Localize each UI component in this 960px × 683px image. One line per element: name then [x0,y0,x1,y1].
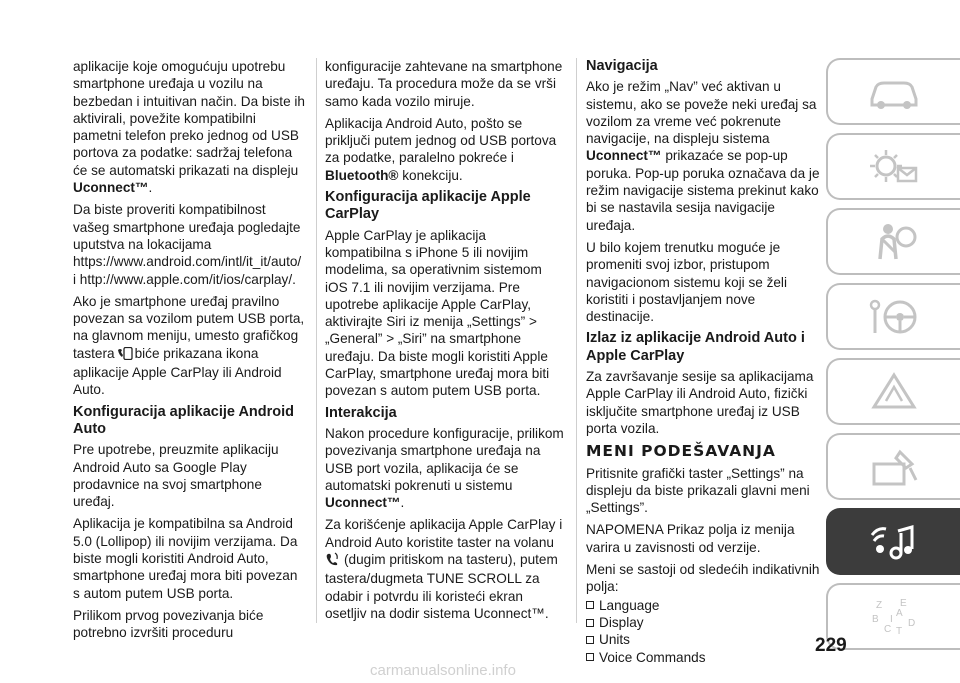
section-heading: Konfiguracija aplikacije Android Auto [73,403,295,437]
paragraph: Nakon procedure konfiguracije, prilikom povezivanja smartphone uređaja na USB port vozila, aplikacija će se automatski pokrenuti u sistemu Uconnect™. [325,425,564,511]
list-item: Display [586,614,821,631]
paragraph: Apple CarPlay je aplikacija kompatibilna s iPhone 5 ili novijim modelima, sa operativnim sistemom iOS 7.1 ili novijim verzijama. Pre upotrebe aplikacije Apple CarPlay, aktivirajte Siri iz menija „Settings” > „General” > „Siri” na smartphone uređaju. Da biste mogli koristiti Apple CarPlay, smartphone uređaj mora biti povezan s autom putem USB porta. [325,227,550,399]
checkbox-square-icon [586,601,594,609]
column-1 [73,58,305,647]
column-divider [576,58,577,623]
column-3 [586,58,821,666]
svg-text:A: A [896,607,903,619]
svg-text:Z: Z [876,599,883,611]
paragraph: Meni se sastoji od sledećih indikativnih polja: [586,562,820,595]
list-item: Language [586,597,821,614]
svg-text:C: C [884,623,892,635]
svg-text:D: D [908,617,916,629]
column-2 [325,58,565,627]
warning-lights-icon [866,146,922,188]
checkbox-square-icon [586,619,594,627]
paragraph: Ako je režim „Nav” već aktivan u sistemu, ako se poveže neki uređaj sa vozilom za vreme već pokrenute navigacije, na displeju sistema Uconnect™ prikazaće se pop-up poruka. Pop-up poruka označava da je režim navigacije sistema prekinut kako bi se nastavila sesija navigacije uređaja. [586,79,820,233]
paragraph: NAPOMENA Prikaz polja iz menija varira u zavisnosti od verzije. [586,522,795,555]
svg-text:B: B [872,613,879,625]
paragraph: Za korišćenje aplikacija Apple CarPlay i Android Auto koristite taster na volanu (dugim pritiskom na tasteru), putem tastera/dugmeta TUNE SCROLL za odabir i potvrdu ili koristeći ekran osetljiv na dodir sistema Uconnect™. [325,517,563,621]
paragraph: Ako je smartphone uređaj pravilno povezan sa vozilom putem USB porta, na glavnom meniju, umesto grafičkog tastera biće prikazana ikona aplikacije Apple CarPlay ili Android Auto. [73,293,305,398]
tab-warning-lights[interactable] [826,133,960,200]
svg-text:T: T [896,625,903,637]
paragraph: Pre upotrebe, preuzmite aplikaciju Android Auto sa Google Play prodavnice na svoj smartphone uređaj. [73,442,279,510]
chapter-tabs [826,58,960,658]
chapter-heading: MENI PODEŠAVANJA [586,442,776,461]
tab-car[interactable] [826,58,960,125]
paragraph: Prilikom prvog povezivanja biće potrebno izvršiti proceduru [73,607,264,641]
page-number: 229 [815,635,847,656]
tab-multimedia[interactable] [826,508,960,575]
checkbox-square-icon [586,636,594,644]
roadside-triangle-icon [866,371,922,413]
checkbox-square-icon [586,653,594,661]
tab-safety[interactable] [826,208,960,275]
svg-text:E: E [900,597,907,609]
seatbelt-airbag-icon [866,221,922,263]
watermark: carmanualsonline.info [370,662,516,679]
multimedia-icon [866,521,922,563]
tab-emergency[interactable] [826,358,960,425]
tab-starting-driving[interactable] [826,283,960,350]
car-icon [866,71,922,113]
paragraph: Da biste proveriti kompatibilnost vašeg smartphone uređaja pogledajte uputstva na lokacijama https://www.android.com/intl/it_it/auto/ i http://www.apple.com/it/ios/carplay/. [73,202,302,287]
paragraph: konfiguracije zahtevane na smartphone uređaju. Ta procedura može da se vrši samo kada vozilo miruje. [325,59,563,109]
paragraph: Za završavanje sesije sa aplikacijama Apple CarPlay ili Android Auto, fizički isključite smartphone uređaj iz USB porta vozila. [586,369,814,436]
column-divider [316,58,317,623]
tab-maintenance[interactable] [826,433,960,500]
list-item: Voice Commands [586,649,821,666]
list-item: Units [586,631,821,648]
section-heading: Izlaz iz aplikacije Android Auto i Apple CarPlay [586,330,805,364]
paragraph: Pritisnite grafički taster „Settings” na displeju da biste prikazali glavni meni „Settings”. [586,465,810,516]
section-heading: Konfiguracija aplikacije Apple CarPlay [325,189,531,223]
voice-command-icon [325,552,341,570]
paragraph: Aplikacija Android Auto, pošto se priključi putem jednog od USB portova za podatke, paralelno pokreće i Bluetooth® konekciju. [325,115,557,183]
steering-key-icon [866,296,922,338]
wrench-service-icon [866,446,922,488]
paragraph: aplikacije koje omogućuju upotrebu smartphone uređaja u vozilu na bezbedan i intuitivan način. Da biste ih aktivirali, povežite kompatibilni pametni telefon preko jednog od USB portova za podatke: sadržaj telefona će se automatski prikazati na displeju Uconnect™. [73,59,305,196]
paragraph: U bilo kojem trenutku moguće je promeniti svoj izbor, pristupom navigacionom sistemu koji se želi koristiti i postavljanjem nove destinacije. [586,239,787,325]
phone-button-icon [117,347,133,364]
svg-text:I: I [890,613,893,625]
menu-items-list [586,597,821,666]
section-heading: Navigacija [586,58,658,74]
section-heading: Interakcija [325,404,397,421]
paragraph: Aplikacija je kompatibilna sa Android 5.0 (Lollipop) ili novijim verzijama. Da biste mogli koristiti Android Auto, smartphone uređaj mora biti povezan s autom putem USB porta. [73,516,298,601]
index-letters-icon [866,596,922,638]
